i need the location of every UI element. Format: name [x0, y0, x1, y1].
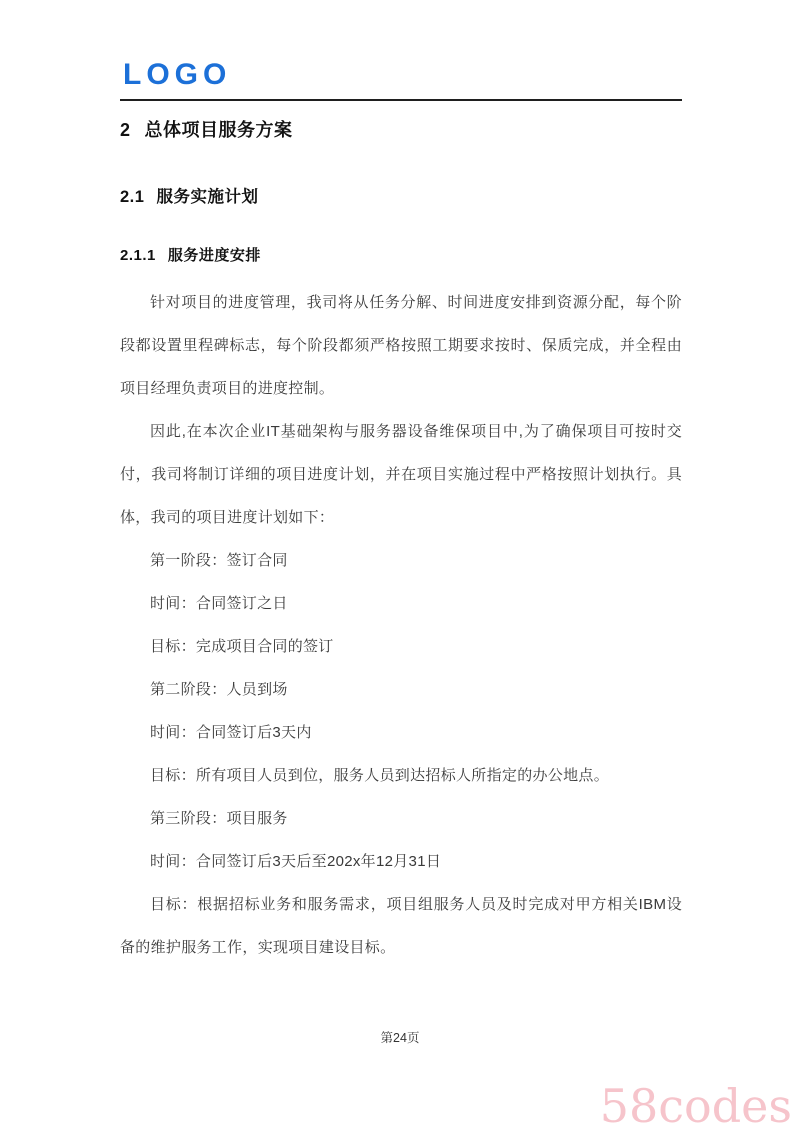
stage-line: 时间：合同签订后3天后至202x年12月31日 — [150, 853, 442, 870]
stage-line: 目标：完成项目合同的签订 — [150, 638, 334, 655]
paragraph: 因此,在本次企业IT基础架构与服务器设备维保项目中,为了确保项目可按时交付，我司将制订详细的项目进度计划，并在项目实施过程中严格按照计划执行。具体，我司的项目进度计划如下： — [120, 423, 682, 526]
stage-line: 时间：合同签订后3天内 — [150, 724, 312, 741]
heading-level-1 — [120, 116, 682, 142]
stage-line: 第一阶段：签订合同 — [150, 552, 288, 569]
body-text — [120, 281, 682, 969]
heading-3-number: 2.1.1 — [120, 247, 156, 264]
heading-3-title: 服务进度安排 — [167, 247, 261, 264]
heading-2-title: 服务实施计划 — [156, 188, 259, 206]
stage-line: 目标：所有项目人员到位，服务人员到达招标人所指定的办公地点。 — [150, 767, 610, 784]
stage-line: 目标：根据招标业务和服务需求，项目组服务人员及时完成对甲方相关IBM设备的维护服务工作，实现项目建设目标。 — [120, 896, 682, 956]
stage-line: 时间：合同签订之日 — [150, 595, 288, 612]
page-number: 第24页 — [380, 1031, 420, 1045]
heading-level-3 — [120, 244, 682, 265]
stage-line: 第二阶段：人员到场 — [150, 681, 288, 698]
watermark: 58codes — [599, 1079, 792, 1132]
heading-level-2 — [120, 183, 682, 207]
heading-2-number: 2.1 — [120, 188, 145, 206]
heading-1-title: 总体项目服务方案 — [144, 120, 293, 140]
header-divider — [120, 99, 682, 101]
heading-1-number: 2 — [120, 120, 131, 140]
paragraph: 针对项目的进度管理，我司将从任务分解、时间进度安排到资源分配，每个阶段都设置里程碑标志，每个阶段都须严格按照工期要求按时、保质完成，并全程由项目经理负责项目的进度控制。 — [120, 294, 682, 397]
stage-line: 第三阶段：项目服务 — [150, 810, 288, 827]
company-logo: LOGO — [123, 58, 232, 91]
